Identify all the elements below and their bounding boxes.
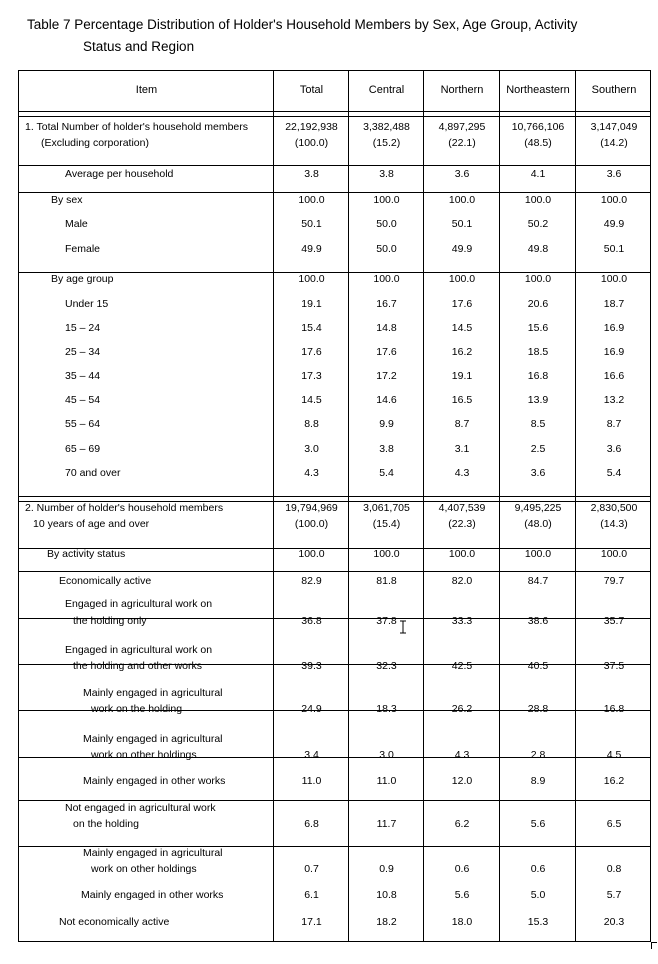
table-cell: 6.1	[304, 889, 319, 901]
table-cell: 4.3	[454, 467, 470, 479]
table-cell: 17.2	[376, 370, 397, 382]
row-divider	[19, 496, 650, 497]
table-cell: 79.7	[603, 575, 625, 587]
row-divider	[19, 111, 650, 112]
table-cell: 35.7	[603, 615, 625, 627]
table-cell: (48.5)	[524, 137, 552, 149]
table-cell: 4.5	[606, 749, 622, 761]
row-label: the holding only	[73, 615, 147, 627]
row-divider	[19, 116, 650, 117]
table-cell: 3.6	[454, 168, 470, 180]
table-cell: 11.0	[376, 775, 397, 787]
table-cell: 17.3	[301, 370, 322, 382]
table-cell: 100.0	[373, 548, 400, 560]
table-cell: 5.6	[454, 889, 470, 901]
table-cell: 50.0	[376, 243, 397, 255]
table-cell: 18.3	[376, 703, 397, 715]
row-label: Engaged in agricultural work on	[65, 644, 213, 656]
table-cell: 50.1	[301, 218, 322, 230]
table-cell: 18.0	[451, 916, 473, 928]
table-cell: 16.2	[603, 775, 625, 787]
table-cell: 49.9	[451, 243, 473, 255]
row-label: Not economically active	[59, 916, 170, 928]
row-label: work on other holdings	[91, 863, 197, 875]
table-cell: 100.0	[298, 194, 325, 206]
table-cell: 37.5	[603, 660, 625, 672]
table-cell: 17.6	[376, 346, 397, 358]
table-cell: 3.0	[304, 443, 319, 455]
table-cell: 8.9	[530, 775, 546, 787]
table-cell: 20.3	[603, 916, 625, 928]
row-label: Mainly engaged in other works	[81, 889, 224, 901]
header-col-2: Central	[368, 84, 405, 96]
row-label: Mainly engaged in agricultural	[83, 847, 223, 859]
table-cell: 6.2	[454, 818, 470, 830]
table-cell: (15.2)	[372, 137, 401, 149]
table-cell: 3.4	[304, 749, 319, 761]
table-cell: 19,794,969	[285, 502, 338, 514]
table-cell: 50.1	[603, 243, 625, 255]
row-label: 70 and over	[65, 467, 121, 479]
table-cell: 40.5	[527, 660, 549, 672]
table-cell: 82.9	[301, 575, 322, 587]
table-cell: (100.0)	[294, 518, 329, 530]
table-cell: 32.3	[376, 660, 397, 672]
row-label: 25 – 34	[65, 346, 101, 358]
header-col-5: Southern	[591, 84, 637, 96]
table-cell: 100.0	[373, 194, 400, 206]
table-cell: 100.0	[448, 194, 476, 206]
table-cell: 0.6	[454, 863, 470, 875]
table-cell: 3.8	[304, 168, 319, 180]
table-cell: 3.6	[530, 467, 546, 479]
table-cell: 3,147,049	[590, 121, 638, 133]
table-cell: 17.1	[301, 916, 322, 928]
table-cell: 14.8	[376, 322, 397, 334]
table-cell: 18.7	[603, 298, 625, 310]
header-col-1: Total	[299, 84, 324, 96]
row-label: on the holding	[73, 818, 139, 830]
table-cell: 50.2	[527, 218, 549, 230]
table-cell: 4.3	[454, 749, 470, 761]
row-label: 2. Number of holder's household members	[25, 502, 224, 514]
table-cell: 3,382,488	[363, 121, 410, 133]
table-cell: 11.0	[301, 775, 322, 787]
table-cell: 0.7	[304, 863, 319, 875]
row-label: Engaged in agricultural work on	[65, 598, 213, 610]
table-cell: 8.7	[454, 418, 470, 430]
table-cell: 4.1	[530, 168, 546, 180]
table-cell: 16.9	[603, 346, 625, 358]
table-cell: 2.5	[530, 443, 546, 455]
table-cell: 10,766,106	[511, 121, 565, 133]
table-cell: 17.6	[301, 346, 322, 358]
table-cell: 14.5	[301, 394, 322, 406]
table-cell: 5.4	[606, 467, 622, 479]
table-cell: 100.0	[600, 273, 628, 285]
row-label: Under 15	[65, 298, 109, 310]
table-cell: 15.3	[527, 916, 549, 928]
table-cell: 14.6	[376, 394, 397, 406]
table-cell: 14.5	[451, 322, 473, 334]
row-label: Mainly engaged in other works	[83, 775, 226, 787]
table-cell: 42.5	[451, 660, 473, 672]
table-cell: 28.8	[527, 703, 549, 715]
table-cell: 13.9	[527, 394, 549, 406]
table-cell: (100.0)	[294, 137, 329, 149]
table-cell: 9,495,225	[514, 502, 562, 514]
table-cell: 50.1	[451, 218, 473, 230]
text-cursor-icon	[399, 620, 407, 634]
table-cell: 49.9	[603, 218, 625, 230]
table-cell: 10.8	[376, 889, 397, 901]
table-cell: 0.8	[606, 863, 622, 875]
row-label: (Excluding corporation)	[41, 137, 149, 149]
table-cell: 0.6	[530, 863, 546, 875]
title-line-2: Status and Region	[83, 39, 195, 54]
table-cell: 2.8	[530, 749, 546, 761]
row-label: Male	[65, 218, 88, 230]
table-cell: (48.0)	[524, 518, 552, 530]
row-label: Mainly engaged in agricultural	[83, 733, 223, 745]
table-cell: 3.0	[379, 749, 394, 761]
table-cell: 38.6	[527, 615, 549, 627]
table-cell: 16.2	[451, 346, 473, 358]
table-cell: 26.2	[451, 703, 473, 715]
table-cell: (15.4)	[372, 518, 401, 530]
table-cell: (14.2)	[600, 137, 628, 149]
table-cell: 11.7	[376, 818, 397, 830]
row-label: 45 – 54	[65, 394, 101, 406]
table-cell: 4.3	[304, 467, 319, 479]
table-cell: 5.7	[606, 889, 622, 901]
table-cell: 15.4	[301, 322, 322, 334]
table-cell: 100.0	[373, 273, 400, 285]
table-cell: 50.0	[376, 218, 397, 230]
table-cell: 6.8	[304, 818, 319, 830]
table-cell: 100.0	[448, 273, 476, 285]
table-cell: 4,897,295	[438, 121, 486, 133]
table-cell: 16.8	[603, 703, 625, 715]
table-cell: 5.4	[379, 467, 394, 479]
table-cell: 84.7	[527, 575, 549, 587]
table-cell: 100.0	[448, 548, 476, 560]
table-cell: 3.6	[606, 443, 622, 455]
table-cell: 100.0	[298, 548, 325, 560]
header-col-4: Northeastern	[506, 84, 570, 96]
table-cell: 5.0	[530, 889, 546, 901]
row-label: work on the holding	[91, 703, 183, 715]
table-cell: 36.8	[301, 615, 322, 627]
table-title	[27, 14, 647, 58]
table-cell: 20.6	[527, 298, 549, 310]
corner-mark	[651, 942, 657, 949]
table-cell: 17.6	[451, 298, 473, 310]
table-cell: 16.7	[376, 298, 397, 310]
table-cell: 9.9	[379, 418, 394, 430]
header-item: Item	[135, 84, 158, 96]
row-label: By activity status	[47, 548, 126, 560]
table-cell: 19.1	[301, 298, 322, 310]
table-cell: 2,830,500	[590, 502, 638, 514]
row-divider	[19, 192, 650, 193]
table-cell: 13.2	[603, 394, 625, 406]
table-cell: 24.9	[301, 703, 322, 715]
table-cell: 3,061,705	[363, 502, 410, 514]
table-cell: 15.6	[527, 322, 549, 334]
row-label: Not engaged in agricultural work	[65, 802, 216, 814]
row-label: 1. Total Number of holder's household members	[25, 121, 249, 133]
table-cell: 12.0	[451, 775, 473, 787]
table-cell: 82.0	[451, 575, 473, 587]
row-label: Mainly engaged in agricultural	[83, 687, 223, 699]
row-divider	[19, 800, 650, 801]
table-cell: 16.9	[603, 322, 625, 334]
table-cell: 3.8	[379, 168, 394, 180]
table-cell: 18.5	[527, 346, 549, 358]
table-cell: 8.8	[304, 418, 319, 430]
table-cell: 3.8	[379, 443, 394, 455]
table-cell: 100.0	[600, 194, 628, 206]
row-label: 65 – 69	[65, 443, 101, 455]
table-cell: 4,407,539	[438, 502, 486, 514]
table-cell: 100.0	[600, 548, 628, 560]
table-cell: 8.5	[530, 418, 546, 430]
row-label: By sex	[51, 194, 83, 206]
row-label: 10 years of age and over	[33, 518, 150, 530]
table-cell: 0.9	[379, 863, 394, 875]
row-label: 35 – 44	[65, 370, 101, 382]
table-cell: 19.1	[451, 370, 473, 382]
row-label: Economically active	[59, 575, 152, 587]
table-cell: 18.2	[376, 916, 397, 928]
table-cell: 6.5	[606, 818, 622, 830]
data-table	[18, 70, 651, 942]
table-cell: 16.5	[451, 394, 473, 406]
row-label: 15 – 24	[65, 322, 101, 334]
row-label: the holding and other works	[73, 660, 202, 672]
table-cell: 33.3	[451, 615, 473, 627]
table-cell: 81.8	[376, 575, 397, 587]
row-label: work on other holdings	[91, 749, 197, 761]
table-cell: (22.3)	[448, 518, 476, 530]
header-col-3: Northern	[440, 84, 484, 96]
table-cell: 16.8	[527, 370, 549, 382]
table-cell: 100.0	[298, 273, 325, 285]
title-line-1: Table 7 Percentage Distribution of Holder's Household Members by Sex, Age Group, Activity	[27, 17, 578, 32]
table-cell: 100.0	[524, 548, 552, 560]
table-cell: 3.1	[454, 443, 470, 455]
row-divider	[19, 571, 650, 572]
row-label: By age group	[51, 273, 114, 285]
table-cell: 5.6	[530, 818, 546, 830]
table-cell: 8.7	[606, 418, 622, 430]
table-cell: 100.0	[524, 194, 552, 206]
table-cell: (22.1)	[448, 137, 476, 149]
table-cell: 37.8	[376, 615, 397, 627]
table-cell: 16.6	[603, 370, 625, 382]
row-label: Average per household	[65, 168, 174, 180]
table-cell: 39.3	[301, 660, 322, 672]
row-divider	[19, 165, 650, 166]
table-cell: 100.0	[524, 273, 552, 285]
table-cell: (14.3)	[600, 518, 628, 530]
table-cell: 22,192,938	[285, 121, 338, 133]
table-cell: 3.6	[606, 168, 622, 180]
table-cell: 49.8	[527, 243, 549, 255]
row-label: 55 – 64	[65, 418, 101, 430]
row-label: Female	[65, 243, 101, 255]
table-cell: 49.9	[301, 243, 322, 255]
